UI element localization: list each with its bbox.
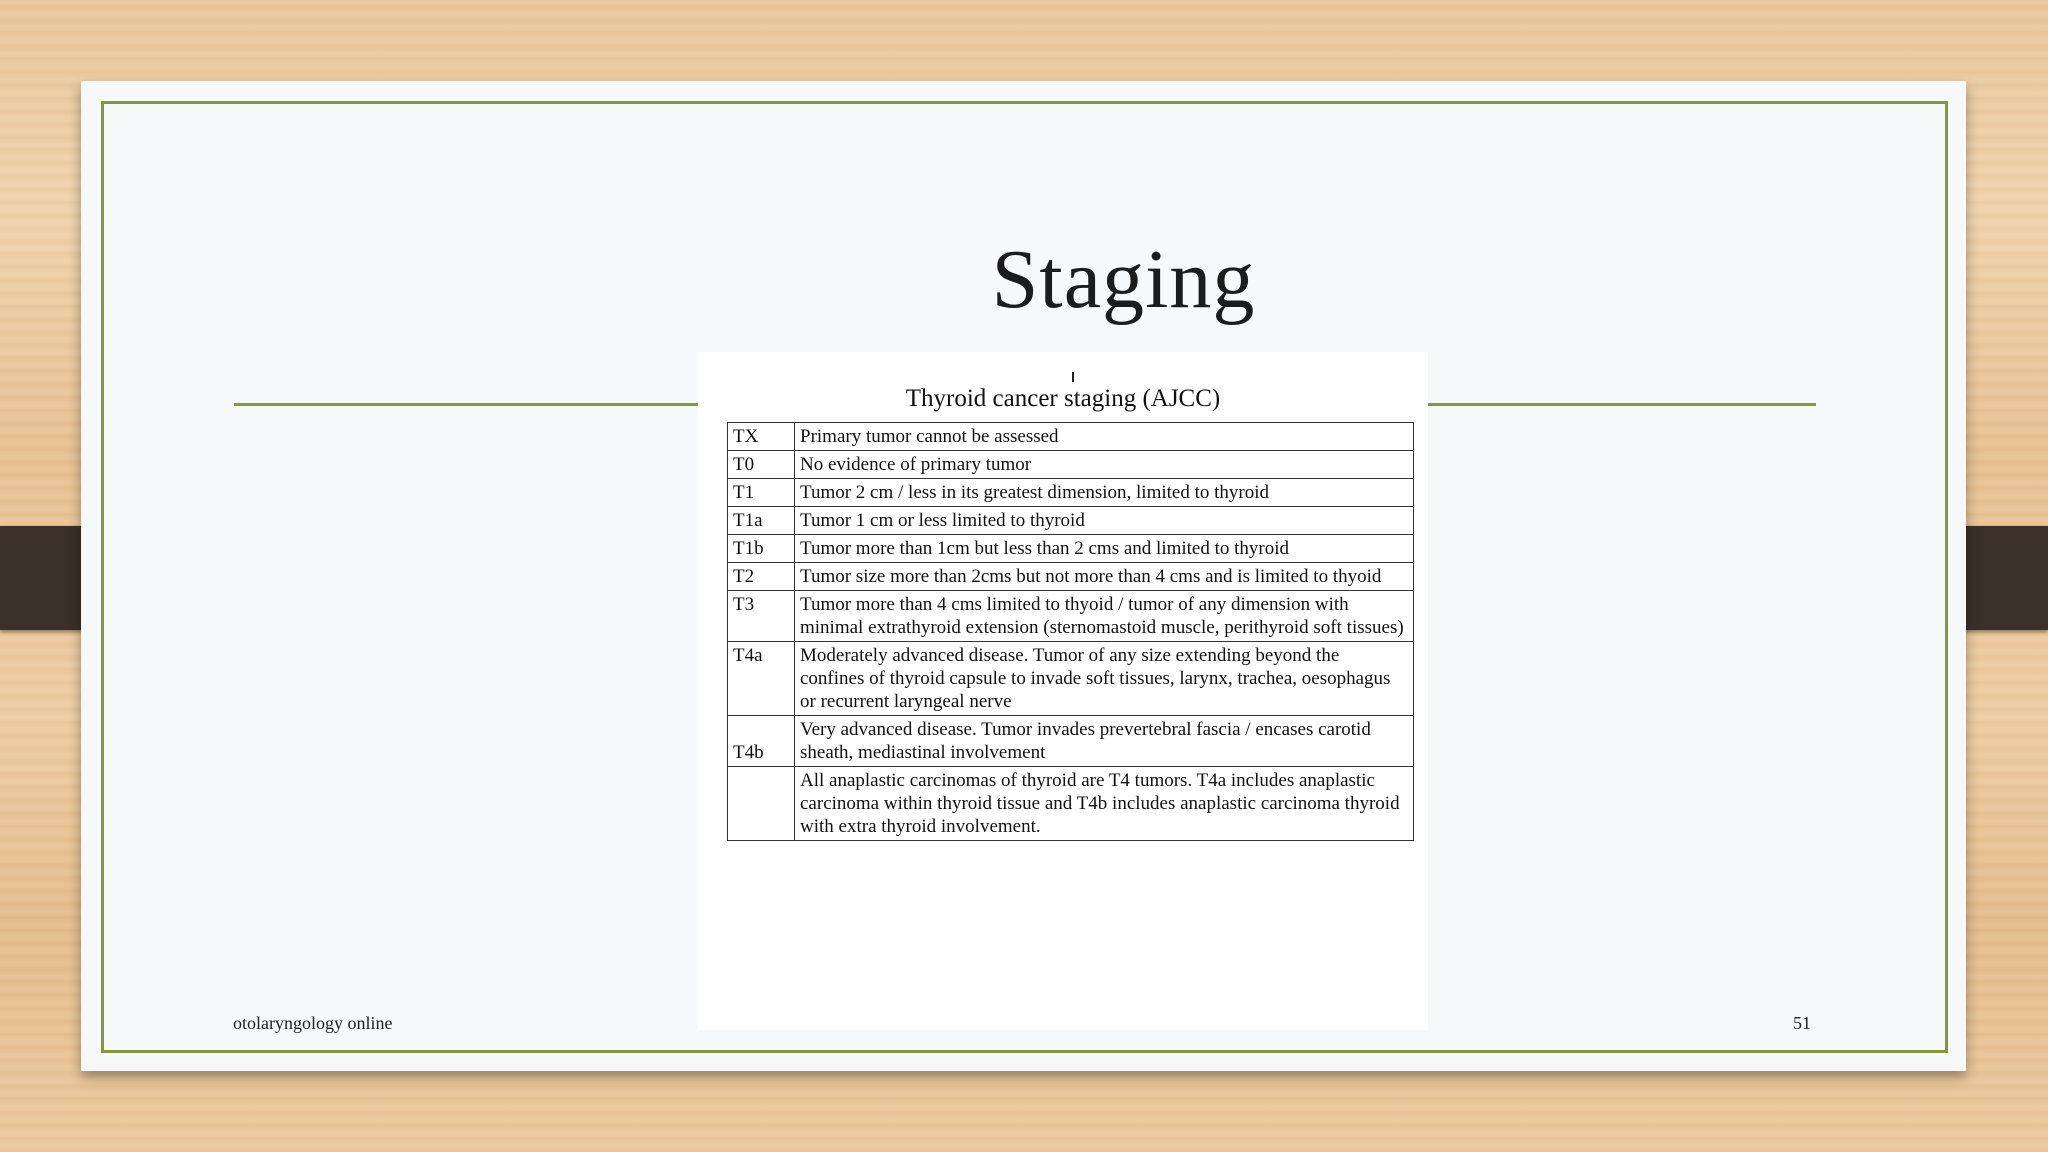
table-row: [728, 535, 1414, 563]
table-row: [728, 767, 1414, 841]
title-underline-right: [1424, 403, 1816, 406]
stage-description: No evidence of primary tumor: [795, 451, 1414, 479]
table-row: [728, 716, 1414, 767]
figure-caption: Thyroid cancer staging (AJCC): [905, 385, 1221, 412]
slide-title: Staging: [991, 233, 1256, 326]
footer-source: otolaryngology online: [233, 1013, 393, 1033]
stage-code: TX: [728, 423, 795, 451]
figure-tick-mark: [1072, 372, 1074, 382]
slide: [81, 81, 1966, 1071]
stage-code: [728, 767, 795, 841]
stage-code: T1a: [728, 507, 795, 535]
table-row: [728, 563, 1414, 591]
stage-code: T0: [728, 451, 795, 479]
stage-code: T4b: [728, 716, 795, 767]
stage-description: Tumor more than 4 cms limited to thyoid / tumor of any dimension with minimal extrathyroid extension (sternomastoid muscle, perithyroid soft tissues): [795, 591, 1414, 642]
stage-code: T1: [728, 479, 795, 507]
table-row: [728, 642, 1414, 716]
stage-code: T3: [728, 591, 795, 642]
stage-description: All anaplastic carcinomas of thyroid are T4 tumors. T4a includes anaplastic carcinoma within thyroid tissue and T4b includes anaplastic carcinoma thyroid with extra thyroid involvement.: [795, 767, 1414, 841]
table-row: [728, 479, 1414, 507]
table-row: [728, 591, 1414, 642]
stage-description: Tumor 2 cm / less in its greatest dimension, limited to thyroid: [795, 479, 1414, 507]
stage-code: T1b: [728, 535, 795, 563]
page-number: 51: [1793, 1013, 1811, 1033]
stage-code: T2: [728, 563, 795, 591]
staging-figure: [698, 352, 1428, 1030]
stage-description: Tumor size more than 2cms but not more than 4 cms and is limited to thyoid: [795, 563, 1414, 591]
stage-description: Tumor more than 1cm but less than 2 cms and limited to thyroid: [795, 535, 1414, 563]
stage-description: Primary tumor cannot be assessed: [795, 423, 1414, 451]
stage-description: Moderately advanced disease. Tumor of any size extending beyond the confines of thyroid capsule to invade soft tissues, larynx, trachea, oesophagus or recurrent laryngeal nerve: [795, 642, 1414, 716]
stage-code: T4a: [728, 642, 795, 716]
stage-description: Very advanced disease. Tumor invades prevertebral fascia / encases carotid sheath, mediastinal involvement: [795, 716, 1414, 767]
table-row: [728, 451, 1414, 479]
table-row: [728, 507, 1414, 535]
table-row: [728, 423, 1414, 451]
staging-table: [727, 422, 1414, 841]
stage-description: Tumor 1 cm or less limited to thyroid: [795, 507, 1414, 535]
